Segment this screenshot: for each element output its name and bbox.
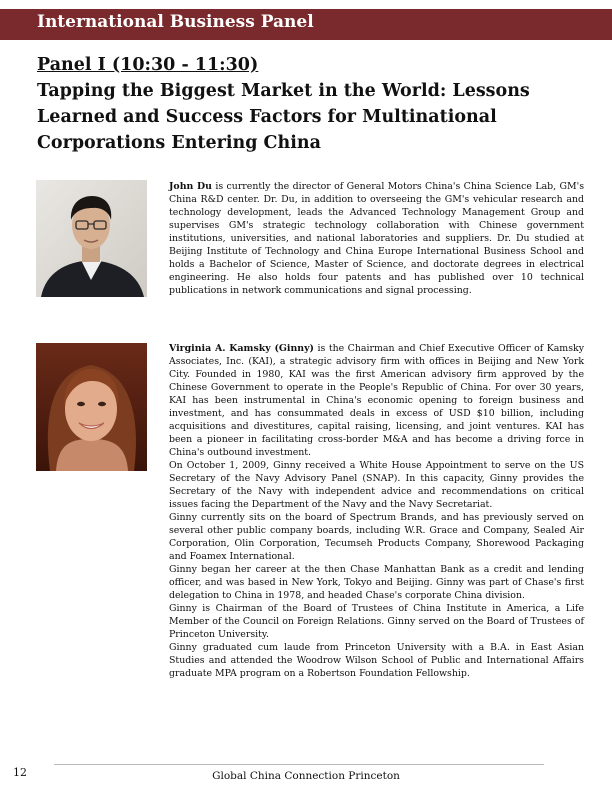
bio-text: is currently the director of General Motors China's China Science Lab, GM's China R&D center. Dr. Du, in addition to overseeing the GM's vehicular research and technology development, leads the Advanced Technology Management Group and supervises GM's strategic technology collaboration with Chinese government institutions, universities, and national laboratories and suppliers. Dr. Du studied at Beijing Institute of Technology and China Europe International Business School and holds a Bachelor of Science, Master of Science, and doctorate degrees in electrical engineering. He also holds four patents and has published over 10 technical publications in network communications and signal processing. [169,181,585,296]
footer-publication: Global China Connection Princeton [212,770,400,782]
panel-heading [37,52,597,156]
speaker-name: John Du [169,181,212,192]
bio-paragraph: Ginny currently sits on the board of Spectrum Brands, and has previously served on several other public company boards, including W.R. Grace and Company, Sealed Air Corporation, Olin Corporation, Tecumseh Products Company, Shorewood Packaging and Foamex International. [169,512,584,562]
bio-paragraph: Ginny graduated cum laude from Princeton University with a B.A. in East Asian Studies and attended the Woodrow Wilson School of Public and International Affairs graduate MPA program on a Robertson Foundation Fellowship. [169,642,584,679]
speaker-bio-john-du [169,180,584,297]
bio-paragraph: Ginny is Chairman of the Board of Trustees of China Institute in America, a Life Member of the Council on Foreign Relations. Ginny served on the Board of Trustees of Princeton University. [169,603,584,640]
page-number: 12 [13,766,27,779]
panel-subtitle: Tapping the Biggest Market in the World: Lessons Learned and Success Factors for Multinational Corporations Entering China [37,81,530,153]
portrait-man-glasses-icon [36,180,147,297]
portrait-woman-smiling-icon [36,343,147,471]
bio-paragraph [169,342,584,459]
bio-paragraph: On October 1, 2009, Ginny received a White House Appointment to serve on the US Secretary of the Navy Advisory Panel (SNAP). In this capacity, Ginny provides the Secretary of the Navy with independent advice and recommendations on critical issues facing the Department of the Navy and the Navy Secretariat. [169,460,584,510]
panel-time: Panel I (10:30 - 11:30) [37,55,259,75]
footer-divider [54,764,544,765]
speaker-bio-virginia-kamsky [169,342,584,680]
bio-paragraph [169,180,584,297]
bio-paragraph: Ginny began her career at the then Chase Manhattan Bank as a credit and lending officer, and was based in New York, Tokyo and Beijing. Ginny was part of Chase's first delegation to China in 1978, and headed Chase's corporate China division. [169,564,584,601]
header-banner [0,9,612,40]
banner-title: International Business Panel [37,12,314,32]
speaker-name: Virginia A. Kamsky (Ginny) [169,343,314,354]
bio-text: is the Chairman and Chief Executive Officer of Kamsky Associates, Inc. (KAI), a strategic advisory firm with offices in Beijing and New York City. Founded in 1980, KAI was the first American advisory firm approved by the Chinese Government to operate in the People's Republic of China. For over 30 years, KAI has been instrumental in China's economic opening to foreign business and investment, and has consummated deals in excess of USD $10 billion, including acquisitions and divestitures, capital raising, licensing, and joint ventures. KAI has been a pioneer in facilitating cross-border M&A and has become a driving force in China's outbound investment. [169,343,584,458]
